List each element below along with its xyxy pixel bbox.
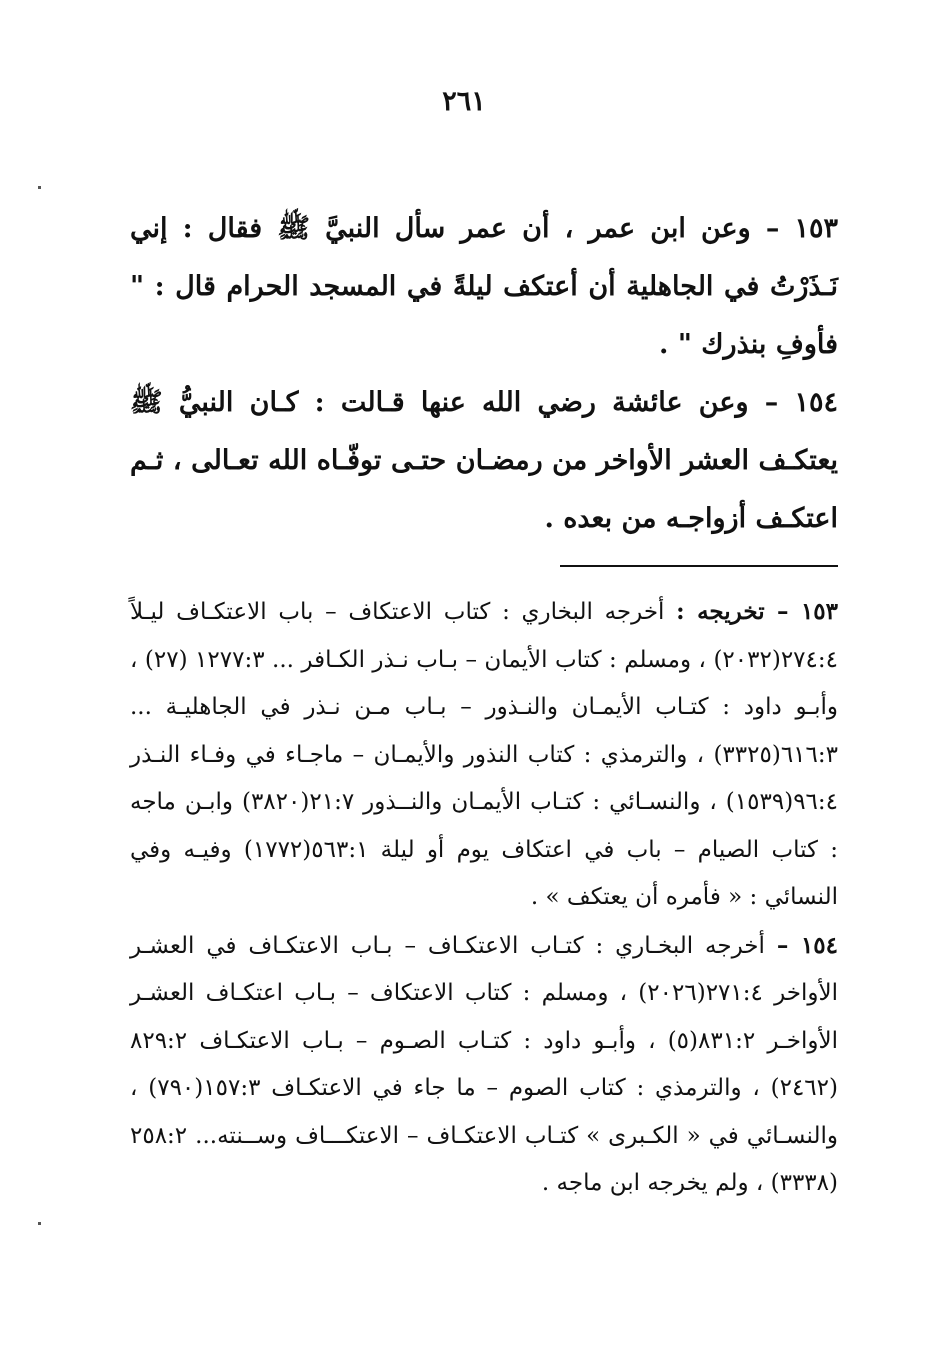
page-number: ٢٦١ <box>442 86 486 117</box>
footnotes <box>130 588 838 1208</box>
margin-dot <box>38 1222 41 1225</box>
footnote-153-text: أخرجه البخاري : كتاب الاعتكاف – باب الاعتكـاف ليـلاً ٢٧٤:٤(٢٠٣٢) ، ومسلم : كتاب الأيمان – بـاب نـذر الكـافر ... ١٢٧٧:٣ (٢٧) ، وأبـو داود : كتـاب الأيمـان والنـذور – بـاب مـن نـذر في الجاهليـة ... ٦١٦:٣(٣٣٢٥) ، والترمذي : كتاب النذور والأيمـان – ماجـاء في وفـاء النـذر ٩٦:٤(١٥٣٩) ، والنسـائي : كتـاب الأيمـان والنــذور ٢١:٧(٣٨٢٠) وابـن ماجه : كتاب الصيام – باب في اعتكاف يوم أو ليلة ٥٦٣:١(١٧٧٢) وفيـه وفي النسائي : « فأمره أن يعتكف » . <box>130 599 838 910</box>
hadith-154: ١٥٤ – وعن عائشة رضي الله عنها قـالت : كـان النبيُّ ﷺ يعتكـف العشر الأواخر من رمضـان حتـى توفّـاه الله تعـالى ، ثـم اعتكـف أزواجـه من بعده . <box>130 387 838 534</box>
main-text <box>130 200 838 548</box>
footnote-154-lead: ١٥٤ – <box>776 931 838 959</box>
footnote-153 <box>130 588 838 922</box>
footnote-153-lead: ١٥٣ – تخريجه : <box>676 598 839 625</box>
footnote-separator <box>560 565 838 567</box>
hadith-153: ١٥٣ – وعن ابن عمر ، أن عمر سأل النبيَّ ﷺ فقال : إني نَـذَرْتُ في الجاهلية أن أعتكف ليلةً في المسجد الحرام قال : " فأوفِ بنذرك " . <box>130 213 838 360</box>
margin-dot <box>38 186 41 189</box>
footnote-154-text: أخرجه البخـاري : كتـاب الاعتكـاف – بـاب الاعتكـاف في العشـر الأواخر ٢٧١:٤(٢٠٢٦) ، ومسلم : كتاب الاعتكاف – بـاب اعتكـاف العشـر الأواخـر ٨٣١:٢(٥) ، وأبـو داود : كتـاب الصـوم – بـاب الاعتكـاف ٨٢٩:٢ (٢٤٦٢) ، والترمذي : كتاب الصوم – ما جاء في الاعتكـاف ١٥٧:٣(٧٩٠) ، والنسـائي في « الكـبرى » كتـاب الاعتكـاف – الاعتكـــاف وســنته... ٢٥٨:٢ (٣٣٣٨) ، ولم يخرجه ابن ماجه . <box>130 932 839 1196</box>
footnote-154 <box>130 922 838 1208</box>
